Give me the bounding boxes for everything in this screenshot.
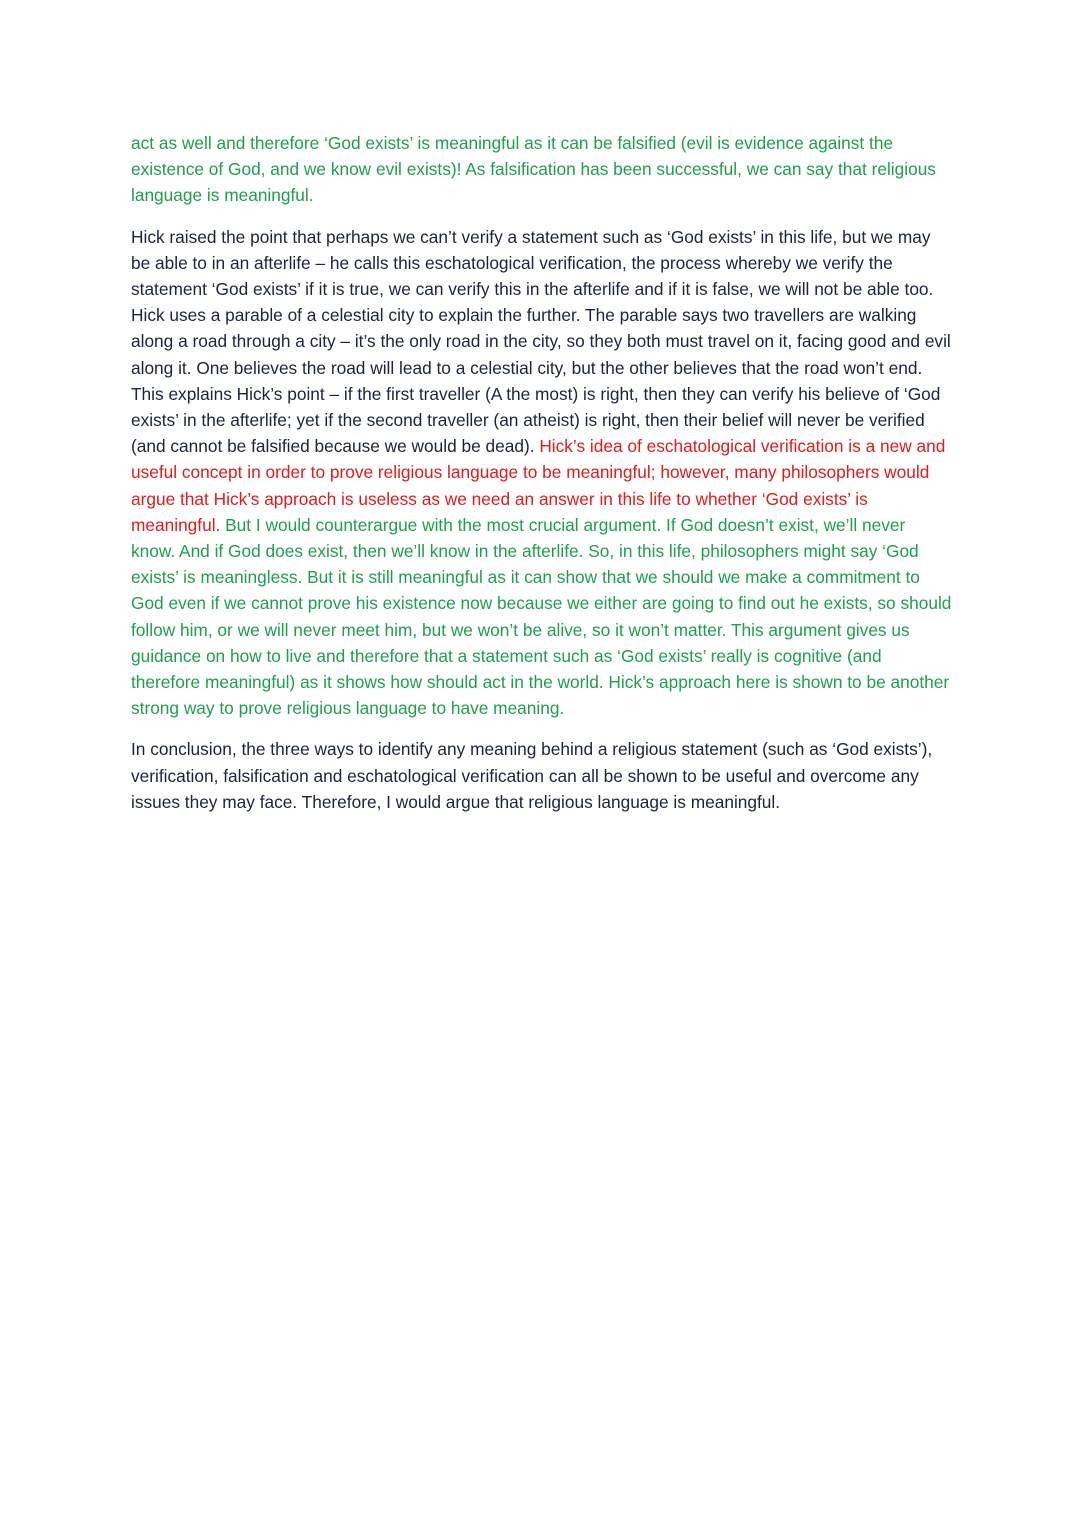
conclusion-text: In conclusion, the three ways to identify any meaning behind a religious statement (such as ‘God exists’), verification, falsification and eschatological verification can all be shown to be useful and overcome any issues they may face. Therefore, I would argue that religious language is meaningful. [131,739,933,812]
essay-page [131,130,953,830]
green-evaluation-text: act as well and therefore ‘God exists’ is meaningful as it can be falsified (evil is evidence against the existence of God, and we know evil exists)! As falsification has been successful, we can say that religious language is meaningful. [131,133,936,206]
red-criticism-text: Hick’s idea of eschatological verification is a new and useful concept in order to prove religious language to be meaningful; however, many philosophers would argue that Hick’s approach is useless as we need an answer in this life to whether ‘God exists’ is meaningful. [131,436,946,535]
explanation-text: Hick raised the point that perhaps we can’t verify a statement such as ‘God exists’ in this life, but we may be able to in an afterlife – he calls this eschatological verification, the process whereby we verify the statement ‘God exists’ if it is true, we can verify this in the afterlife and if it is false, we will not be able too. Hick uses a parable of a celestial city to explain the further. The parable says two travellers are walking along a road through a city – it’s the only road in the city, so they both must travel on it, facing good and evil along it. One believes the road will lead to a celestial city, but the other believes that the road won’t end. This explains Hick’s point – if the first traveller (A the most) is right, then they can verify his believe of ‘God exists’ in the afterlife; yet if the second traveller (an atheist) is right, then their belief will never be verified (and cannot be falsified because we would be dead). [131,226,951,457]
paragraph-falsification-conclusion [131,130,953,209]
green-counterargument-text: But I would counterargue with the most crucial argument. If God doesn’t exist, we’ll never know. And if God does exist, then we’ll know in the afterlife. So, in this life, philosophers might say ‘God exists’ is meaningless. But it is still meaningful as it can show that we should we make a commitment to God even if we cannot prove his existence now because we either are going to find out he exists, so should follow him, or we will never meet him, but we won’t be alive, so it won’t matter. This argument gives us guidance on how to live and therefore that a statement such as ‘God exists’ really is cognitive (and therefore meaningful) as it shows how should act in the world. Hick’s approach here is shown to be another strong way to prove religious language to have meaning. [131,514,952,719]
paragraph-eschatological-verification [131,224,953,722]
paragraph-conclusion [131,736,953,815]
